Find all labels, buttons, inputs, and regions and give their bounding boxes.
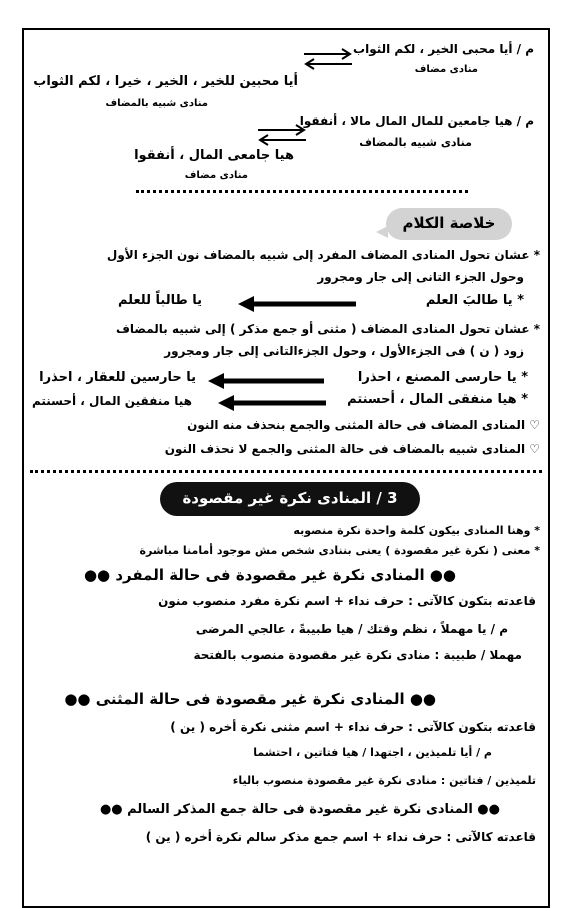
long-arrow-left-icon [238,296,358,312]
rule-mufrad: قاعدته بتكون كالآتى : حرف نداء + اسم نكرة مفرد منصوب منون [158,594,536,608]
long-arrow-left-icon [208,373,326,389]
swap-arrows-icon [254,124,310,146]
summary-title: خلاصة الكلام [402,214,496,232]
dotted-divider [136,190,468,193]
dotted-divider [30,470,542,473]
example-line-4: هيا جامعى المال ، أنفقوا [134,148,294,163]
example-3-from: * هيا منفقى المال ، أحسنتم [347,392,528,407]
example-2-from: * يا حارسى المصنع ، احذرا [357,370,528,385]
example-line-1: م / أيا محبى الخير ، لكم الثواب [353,42,534,56]
section-3-intro-1: * وهنا المنادى بيكون كلمة واحدة نكرة منصوبه [293,524,540,537]
example-label-3: منادى شبيه بالمضاف [359,136,472,149]
example-mufrad: م / يا مهملاً ، نظم وقتك / هيا طبيبةً ، عالجي المرضى [195,622,508,636]
example-label-1: منادى مضاف [414,64,478,75]
long-arrow-left-icon [218,395,328,411]
rule-muthanna: قاعدته بتكون كالآتى : حرف نداء + اسم مثنى نكرة أخره ( ين ) [170,720,536,734]
heading-muthanna: ●● المنادى نكرة غير مقصودة فى حالة المثنى ●● [64,690,436,708]
swap-arrows-icon [300,48,356,70]
section-3-title: 3 / المنادى نكرة غير مقصودة [182,489,398,507]
heading-mufrad: ●● المنادى نكرة غير مقصودة فى حالة المفرد ●● [83,566,456,584]
example-1-from: * يا طالبَ العلم [425,293,524,308]
page-frame [22,28,550,908]
rule-1-line-b: وحول الجزء التانى إلى جار ومجرور [317,270,524,284]
rule-2-line-b: زود ( ن ) فى الجزءالأول ، وحول الجزءالتانى إلى جار ومجرور [164,344,524,358]
example-2-to: يا حارسين للعقار ، احذرا [39,370,196,385]
rule-jam: قاعدته كالآتى : حرف نداء + اسم جمع مذكر سالم نكرة أخره ( ين ) [145,830,536,844]
rule-2-line-a: * عشان تحول المنادى المضاف ( مثنى أو جمع مذكر ) إلى شبيه بالمضاف [115,322,540,336]
section-3-title-pill [160,482,420,516]
example-line-2: أيا محبين للخير ، الخير ، خيرا ، لكم الثواب [33,74,298,89]
example-label-2: منادى شبيه بالمضاف [105,98,208,109]
example-mufrad-note: مهملا / طبيبة : منادى نكرة غير مقصودة منصوب بالفتحة [193,648,522,662]
rule-1-line-a: * عشان تحول المنادى المضاف المفرد إلى شبيه بالمضاف نون الجزء الأول [106,248,540,262]
summary-title-bubble [386,208,512,240]
section-3-intro-2: * معنى ( نكرة غير مقصودة ) يعنى بننادى شخص مش موجود أمامنا مباشرة [139,544,540,557]
example-1-to: يا طالباً للعلم [117,293,202,308]
note-1: ♡ المنادى المضاف فى حالة المثنى والجمع بنحذف منه النون [187,418,540,432]
example-label-4: منادى مضاف [184,170,248,181]
heading-jam: ●● المنادى نكرة غير مقصودة فى حالة جمع المذكر السالم ●● [99,802,500,817]
note-2: ♡ المنادى شبيه بالمضاف فى حالة المثنى والجمع لا نحذف النون [164,442,540,456]
example-muthanna: م / أيا تلميذين ، اجتهدا / هيا فتاتين ، احتشما [253,746,492,759]
example-muthanna-note: تلميذين / فتاتين : منادى نكرة غير مقصودة منصوب بالياء [232,774,536,787]
example-line-3: م / هيا جامعين للمال المال مالا ، أنفقوا [299,114,534,128]
example-3-to: هيا منفقين المال ، أحسنتم [31,394,192,408]
